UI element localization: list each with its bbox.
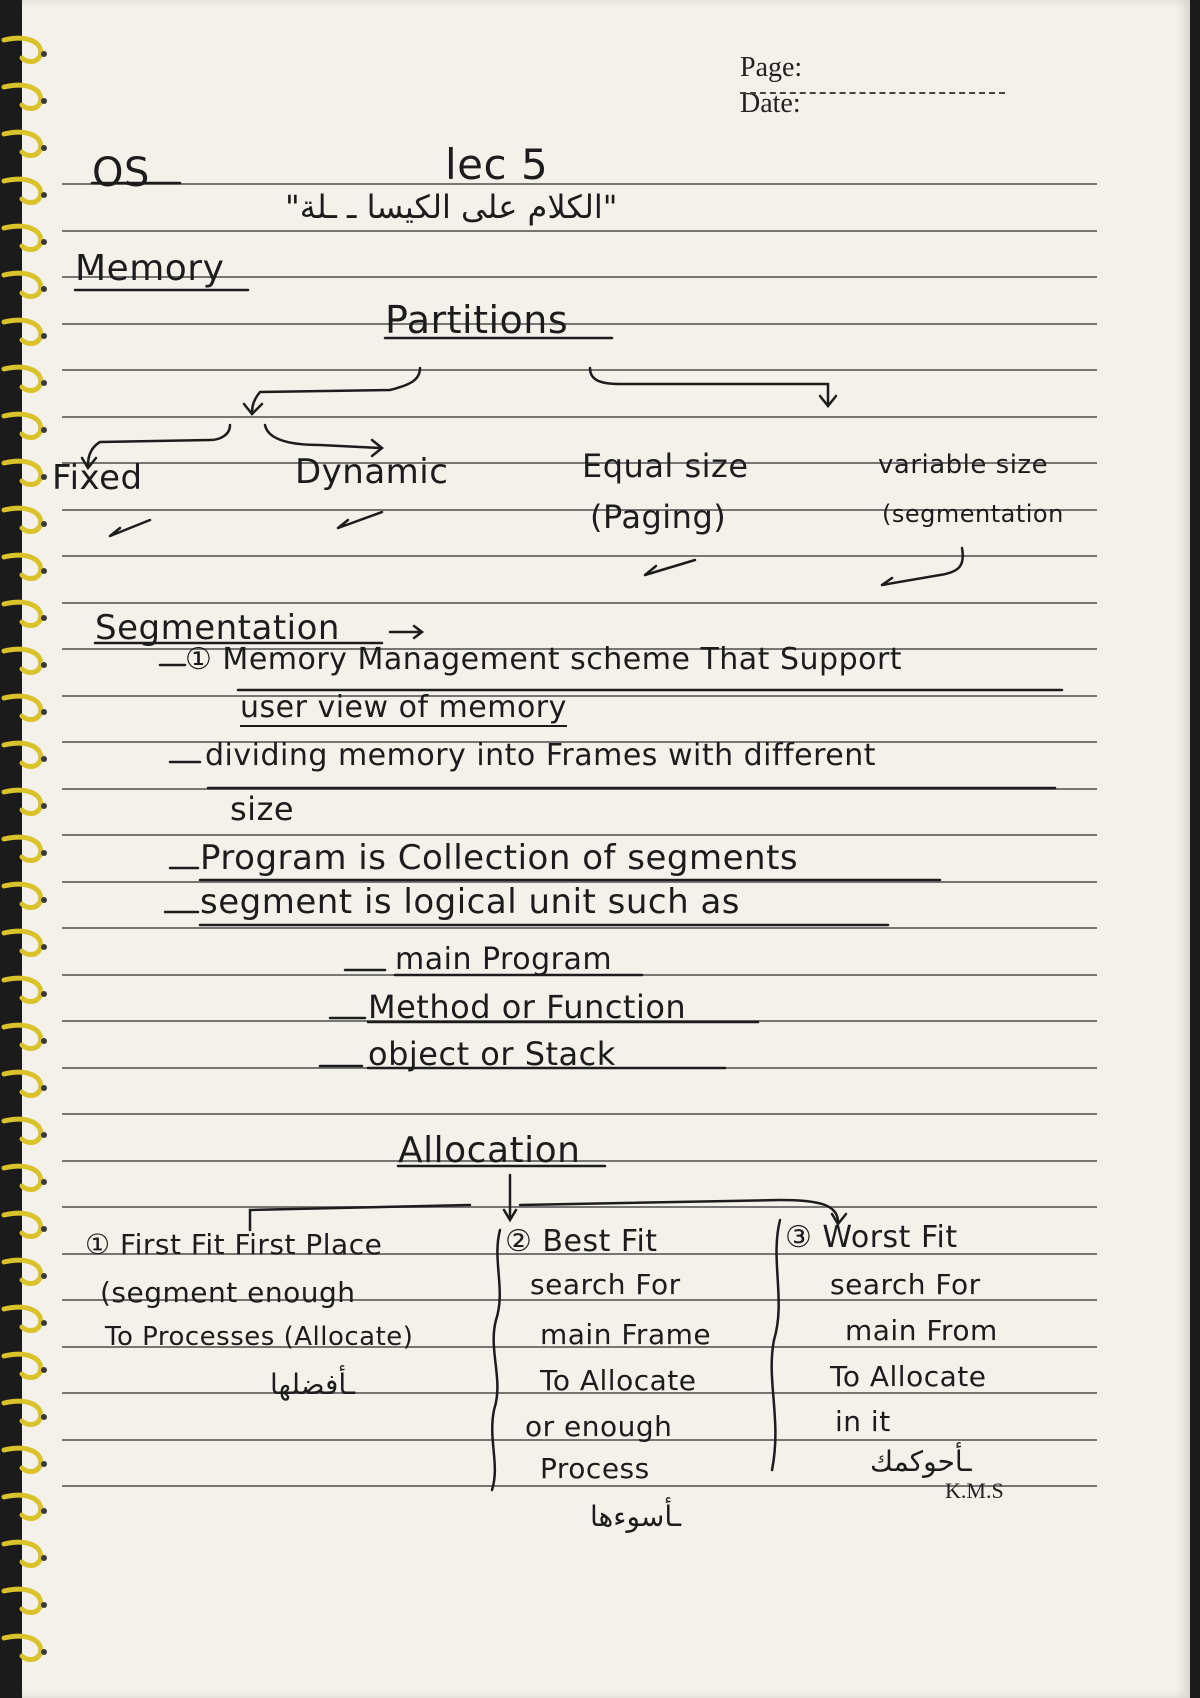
punch-hole — [41, 662, 47, 668]
spiral-ring — [4, 602, 41, 625]
ruled-line — [62, 369, 1097, 371]
punch-hole — [41, 1038, 47, 1044]
punch-hole — [41, 192, 47, 198]
punch-hole — [41, 1461, 47, 1467]
spiral-ring — [4, 320, 41, 343]
partitions-heading: Partitions — [385, 298, 569, 342]
seg-example-3: object or Stack — [368, 1035, 616, 1073]
spiral-ring — [4, 508, 41, 531]
spiral-ring — [4, 696, 41, 719]
punch-hole — [41, 1367, 47, 1373]
page-line — [740, 92, 1005, 94]
spiral-ring — [4, 1166, 41, 1189]
punch-hole — [41, 1555, 47, 1561]
partition-dynamic: Dynamic — [295, 452, 449, 492]
ruled-line — [62, 555, 1097, 557]
spiral-ring — [4, 1072, 41, 1095]
partition-segmentation: (segmentation — [882, 500, 1064, 528]
spiral-ring — [4, 1401, 41, 1424]
spiral-ring — [4, 1307, 41, 1330]
punch-hole — [41, 756, 47, 762]
punch-hole — [41, 1649, 47, 1655]
punch-hole — [41, 709, 47, 715]
ruled-line — [62, 323, 1097, 325]
seg-point-2-cont: size — [230, 790, 295, 828]
spiral-ring — [4, 38, 41, 61]
punch-hole — [41, 521, 47, 527]
spiral-ring — [4, 461, 41, 484]
ruled-line — [62, 788, 1097, 790]
best-fit-line-2: main Frame — [540, 1318, 712, 1351]
spiral-ring — [4, 1542, 41, 1565]
punch-hole — [41, 51, 47, 57]
worst-fit-line-2: main From — [845, 1314, 998, 1347]
punch-hole — [41, 1085, 47, 1091]
punch-hole — [41, 568, 47, 574]
best-fit-line-1: search For — [530, 1268, 681, 1301]
spiral-ring — [4, 1448, 41, 1471]
ruled-line — [62, 183, 1097, 185]
spiral-ring — [4, 132, 41, 155]
spiral-ring — [4, 85, 41, 108]
worst-fit-arabic: ـأحوكمك — [870, 1445, 972, 1478]
seg-point-1-cont: user view of memory — [240, 690, 567, 725]
ruled-line — [62, 230, 1097, 232]
punch-hole — [41, 897, 47, 903]
partition-equal-size: Equal size — [582, 447, 749, 485]
ruled-line — [62, 695, 1097, 697]
lecture-title: lec 5 — [445, 140, 549, 189]
spiral-ring — [4, 367, 41, 390]
seg-point-4: segment is logical unit such as — [200, 882, 741, 922]
ruled-line — [62, 1485, 1097, 1487]
punch-hole — [41, 944, 47, 950]
ruled-line — [62, 416, 1097, 418]
punch-hole — [41, 1132, 47, 1138]
spiral-ring — [4, 414, 41, 437]
punch-hole — [41, 474, 47, 480]
punch-hole — [41, 991, 47, 997]
spiral-ring — [4, 978, 41, 1001]
seg-point-2: dividing memory into Frames with different — [205, 738, 877, 773]
ruled-line — [62, 834, 1097, 836]
spiral-ring — [4, 649, 41, 672]
spiral-ring — [4, 743, 41, 766]
punch-hole — [41, 1602, 47, 1608]
spiral-ring — [4, 931, 41, 954]
spiral-ring — [4, 790, 41, 813]
topic-memory: Memory — [75, 248, 225, 289]
page-label: Page: — [740, 52, 803, 83]
worst-fit-line-3: To Allocate — [830, 1360, 987, 1393]
worst-fit-line-1: search For — [830, 1268, 981, 1301]
punch-hole — [41, 333, 47, 339]
spiral-ring — [4, 1025, 41, 1048]
ruled-line — [62, 602, 1097, 604]
seg-example-1: main Program — [395, 942, 613, 977]
punch-hole — [41, 615, 47, 621]
best-fit-arabic: ـأسوءها — [590, 1500, 682, 1533]
best-fit-line-5: Process — [540, 1452, 650, 1485]
ruled-line — [62, 927, 1097, 929]
punch-hole — [41, 286, 47, 292]
partition-fixed: Fixed — [52, 458, 143, 498]
date-label: Date: — [740, 88, 801, 119]
spiral-ring — [4, 1213, 41, 1236]
punch-hole — [41, 1273, 47, 1279]
first-fit-line-1: (segment enough — [100, 1276, 356, 1309]
spiral-ring — [4, 837, 41, 860]
best-fit-title: ② Best Fit — [505, 1224, 658, 1259]
punch-hole — [41, 98, 47, 104]
seg-point-1: ① Memory Management scheme That Support — [185, 642, 903, 677]
worst-fit-title: ③ Worst Fit — [785, 1220, 958, 1255]
arabic-note: "الكلام على الكيسا ـ ـلة" — [285, 188, 618, 226]
spiral-ring — [4, 1636, 41, 1659]
punch-hole — [41, 803, 47, 809]
punch-hole — [41, 1226, 47, 1232]
spiral-ring — [4, 1495, 41, 1518]
spiral-ring — [4, 1589, 41, 1612]
punch-hole — [41, 850, 47, 856]
punch-hole — [41, 1508, 47, 1514]
seg-point-3: Program is Collection of segments — [200, 838, 799, 878]
spiral-ring — [4, 884, 41, 907]
subject-title: OS — [92, 150, 150, 196]
first-fit-line-2: To Processes (Allocate) — [105, 1322, 414, 1352]
partition-paging: (Paging) — [590, 498, 727, 536]
first-fit-arabic: ـأفضلها — [270, 1368, 356, 1401]
spiral-ring — [4, 555, 41, 578]
spiral-ring — [4, 1119, 41, 1142]
punch-hole — [41, 145, 47, 151]
worst-fit-line-4: in it — [835, 1405, 891, 1438]
best-fit-line-3: To Allocate — [540, 1364, 697, 1397]
allocation-heading: Allocation — [398, 1130, 581, 1171]
seg-example-2: Method or Function — [368, 988, 687, 1026]
signature: K.M.S — [945, 1478, 1004, 1503]
punch-hole — [41, 1320, 47, 1326]
partition-variable-size: variable size — [878, 450, 1049, 480]
segmentation-heading: Segmentation — [95, 608, 340, 648]
spiral-ring — [4, 273, 41, 296]
spiral-ring — [4, 1260, 41, 1283]
punch-hole — [41, 1414, 47, 1420]
best-fit-line-4: or enough — [525, 1410, 673, 1443]
spiral-ring — [4, 1354, 41, 1377]
ruled-line — [62, 1113, 1097, 1115]
spiral-ring — [4, 226, 41, 249]
punch-hole — [41, 427, 47, 433]
spiral-binding — [0, 0, 60, 1698]
punch-hole — [41, 239, 47, 245]
punch-hole — [41, 1179, 47, 1185]
spiral-ring — [4, 179, 41, 202]
ruled-line — [62, 1206, 1097, 1208]
punch-hole — [41, 380, 47, 386]
first-fit-title: ① First Fit First Place — [85, 1228, 383, 1261]
